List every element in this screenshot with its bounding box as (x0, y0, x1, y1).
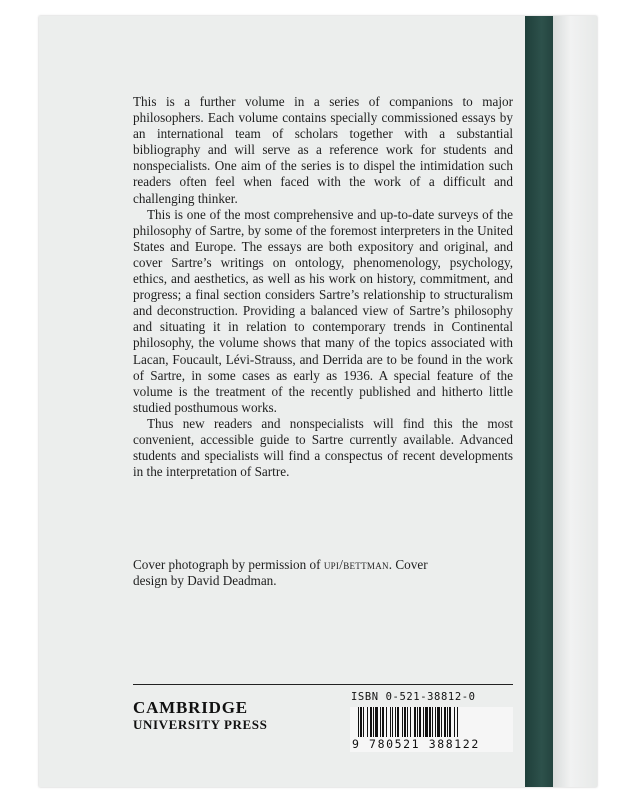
publisher-subtitle: UNIVERSITY PRESS (133, 717, 268, 732)
barcode-bar (417, 707, 418, 737)
barcode-bar (386, 707, 387, 737)
publisher-name: CAMBRIDGE (133, 698, 248, 717)
credit-suffix: . Cover design by David Deadman. (133, 557, 428, 589)
barcode-bar (454, 707, 455, 737)
barcode-bar (363, 707, 364, 737)
barcode-bar (449, 707, 451, 737)
barcode-bar (367, 707, 368, 737)
barcode-bar (395, 707, 396, 737)
barcode-bars (350, 707, 513, 739)
blurb (133, 94, 513, 480)
barcode-bar (382, 707, 384, 737)
barcode-bar (419, 707, 421, 737)
barcode-bar (397, 707, 399, 737)
cover-credit (133, 557, 453, 589)
barcode-digits: 9 780521 388122 (352, 737, 480, 751)
credit-prefix: Cover photograph by permission of (133, 557, 324, 572)
barcode-bar (407, 707, 408, 737)
barcode-bar (360, 707, 362, 737)
barcode-bar (380, 707, 381, 737)
barcode-bar (358, 707, 359, 737)
barcode-bar (390, 707, 391, 737)
credit-agency: upi/bettman (323, 557, 389, 572)
barcode-bar (435, 707, 436, 737)
barcode-bar (402, 707, 403, 737)
barcode-bar (410, 707, 411, 737)
barcode-bar (414, 707, 416, 737)
blurb-paragraph-1: This is a further volume in a series of companions to major philosophers. Each volume contains specially commissioned essays by an international team of scholars together with a substantial bibliography and will serve as a reference work for students and nonspecialists. One aim of the series is to dispel the intimidation such readers often feel when faced with the work of a difficult and challenging thinker. (133, 94, 513, 206)
isbn-label: ISBN 0-521-38812-0 (351, 691, 476, 703)
barcode-bar (423, 707, 424, 737)
barcode-bar (432, 707, 433, 737)
barcode-bar (441, 707, 442, 737)
barcode-bar (392, 707, 393, 737)
barcode-bar (437, 707, 440, 737)
barcode-bar (404, 707, 406, 737)
spine-edge (553, 16, 597, 787)
blurb-paragraph-3: Thus new readers and nonspecialists will find this the most convenient, accessible guide to Sartre currently available. Advanced students and specialists will find a conspectus of recent developments in the interpretation of Sartre. (133, 415, 513, 480)
barcode-bar (370, 707, 372, 737)
blurb-paragraph-2: This is one of the most comprehensive and up-to-date surveys of the philosophy of Sartre, by some of the foremost interpreters in the United States and Europe. The essays are both expository and original, and cover Sartre’s writings on ontology, phenomenology, psychology, ethics, and aesthetics, as well as his work on history, commitment, and progress; a final section considers Sartre’s relationship to structuralism and deconstruction. Providing a balanced view of Sartre’s philosophy and situating it in relation to contemporary trends in Continental philosophy, the volume shows that many of the topics associated with Lacan, Foucault, Lévi-Strauss, and Derrida are to be found in the work of Sartre, in some cases as early as 1936. A special feature of the volume is the treatment of the recently published and hitherto little studied posthumous works. (133, 206, 513, 415)
publisher-logo (133, 698, 267, 732)
book-spine (525, 16, 553, 787)
barcode-bar (425, 707, 428, 737)
divider-rule (133, 684, 513, 685)
barcode-bar (429, 707, 431, 737)
barcode-bar (373, 707, 374, 737)
barcode-bar (457, 707, 458, 737)
barcode-bar (444, 707, 446, 737)
barcode-bar (375, 707, 378, 737)
barcode-bar (447, 707, 448, 737)
